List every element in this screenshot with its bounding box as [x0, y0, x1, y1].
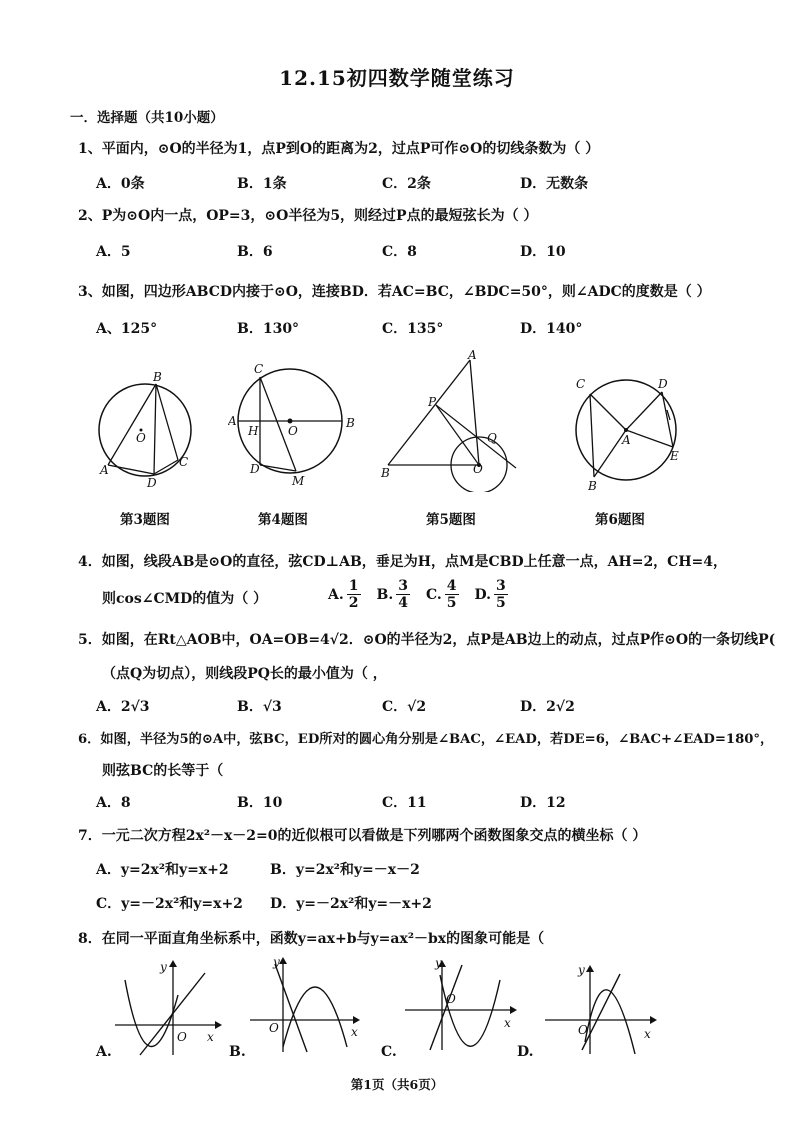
fraction-denominator: 5	[446, 595, 457, 611]
q4-option-label: D.	[474, 586, 492, 603]
question-5-stem-line2: （点Q为切点），则线段PQ长的最小值为（ ，	[102, 666, 387, 682]
q4-option-d	[475, 578, 508, 611]
q8b-y-label: y	[273, 955, 280, 969]
fraction-denominator: 2	[348, 595, 359, 611]
q6-option-b: B．10	[237, 795, 283, 811]
q8-graph-c	[400, 955, 520, 1060]
q3-option-a: A、125°	[96, 321, 158, 337]
fig4-label-c: C	[254, 362, 264, 376]
q8b-origin-label: O	[269, 1021, 279, 1035]
q8-graph-d	[540, 962, 660, 1060]
fig5-label-q: Q	[487, 431, 497, 445]
q8d-x-label: x	[644, 1027, 651, 1041]
fraction-denominator: 5	[496, 595, 506, 611]
q7-option-c: C．y=－2x²和y=x+2	[96, 896, 243, 912]
q5-option-a: A．2√3	[96, 699, 150, 715]
q4-option-label: A.	[328, 586, 344, 603]
q8-option-d: D.	[517, 1044, 534, 1060]
caption-fig5: 第5题图	[426, 512, 476, 528]
fig3-label-a: A	[100, 463, 109, 477]
q2-option-a: A．5	[96, 244, 131, 260]
q7-option-a: A．y=2x²和y=x+2	[96, 862, 229, 878]
q8c-x-label: x	[504, 1016, 511, 1030]
fig6-label-b: B	[588, 479, 597, 493]
question-6-stem-line2: 则弦BC的长等于（	[102, 763, 224, 779]
fig4-label-m: M	[292, 474, 305, 488]
q3-option-c: C．135°	[382, 321, 444, 337]
q5-option-c: C．√2	[382, 699, 427, 715]
q8-graph-b	[245, 952, 365, 1060]
caption-fig3: 第3题图	[120, 512, 170, 528]
q2-option-d: D．10	[520, 244, 566, 260]
q4-option-b	[377, 578, 410, 611]
fig6-label-c: C	[576, 377, 586, 391]
q8b-x-label: x	[351, 1025, 358, 1039]
fraction-numerator: 4	[446, 578, 457, 594]
figure-6	[566, 370, 696, 495]
caption-fig4: 第4题图	[258, 512, 308, 528]
q3-option-d: D．140°	[520, 321, 583, 337]
fig4-label-h: H	[248, 424, 259, 438]
q6-option-c: C．11	[382, 795, 427, 811]
question-8-stem: 8．在同一平面直角坐标系中，函数y=ax+b与y=ax²－bx的图象可能是（	[78, 931, 545, 947]
figure-5	[376, 350, 524, 492]
fig6-label-a: A	[622, 433, 631, 447]
fig4-label-b: B	[346, 416, 355, 430]
q4-option-label: C.	[425, 586, 442, 603]
q4-option-a	[328, 578, 361, 611]
fig4-label-o: O	[288, 424, 298, 438]
q4-option-fraction	[494, 578, 508, 611]
q8-option-a: A.	[96, 1044, 112, 1060]
q4-option-fraction	[445, 578, 459, 611]
fig6-label-d: D	[658, 377, 668, 391]
fraction-numerator: 3	[398, 578, 408, 594]
fraction-denominator: 4	[398, 595, 408, 611]
q8c-y-label: y	[435, 956, 442, 970]
q4-option-fraction	[347, 578, 361, 611]
question-6-stem-line1: 6．如图，半径为5的⊙A中，弦BC，ED所对的圆心角分别是∠BAC，∠EAD，若DE=6，∠BAC+∠EAD=180°，	[78, 732, 774, 747]
section-heading: 一．选择题（共10小题）	[70, 110, 224, 126]
q4-option-label: B.	[376, 586, 394, 603]
q7-option-d: D．y=－2x²和y=－x+2	[270, 896, 432, 912]
q8d-origin-label: O	[578, 1023, 588, 1037]
fig5-label-b: B	[381, 466, 390, 480]
q5-option-d: D．2√2	[520, 699, 575, 715]
q3-option-b: B．130°	[237, 321, 300, 337]
q8-option-c: C.	[381, 1044, 397, 1060]
q4-option-fraction	[396, 578, 410, 611]
fig5-label-a: A	[468, 350, 477, 362]
figure-3	[90, 368, 205, 493]
fraction-numerator: 1	[348, 578, 359, 594]
q8-graph-a	[110, 955, 225, 1063]
q5-option-b: B．√3	[237, 699, 282, 715]
fig4-label-d: D	[250, 462, 260, 476]
q1-option-b: B．1条	[237, 176, 287, 192]
fig3-label-d: D	[147, 476, 157, 490]
fig4-label-a: A	[228, 414, 237, 428]
q8a-x-label: x	[207, 1030, 214, 1044]
page-title: 12.15初四数学随堂练习	[279, 66, 515, 90]
question-5-stem-line1: 5．如图，在Rt△AOB中，OA=OB=4√2．⊙O的半径为2，点P是AB边上的动点，过点P作⊙O的一条切线P(	[78, 632, 776, 648]
fig3-label-o: O	[136, 431, 146, 445]
q4-options	[328, 578, 520, 611]
fig5-label-o: O	[473, 462, 483, 476]
question-4-stem-line2: 则cos∠CMD的值为（ ）	[102, 591, 268, 607]
q8-option-b: B.	[229, 1044, 246, 1060]
figure-4	[228, 355, 363, 493]
question-3-stem: 3、如图，四边形ABCD内接于⊙O，连接BD．若AC=BC，∠BDC=50°，则∠ADC的度数是（ ）	[78, 284, 711, 300]
fig5-label-p: P	[428, 395, 437, 409]
q6-option-a: A．8	[96, 795, 131, 811]
page-footer: 第1页（共6页）	[350, 1077, 444, 1092]
question-1-stem: 1、平面内，⊙O的半径为1，点P到O的距离为2，过点P可作⊙O的切线条数为（ ）	[78, 141, 600, 157]
fig6-label-e: E	[670, 449, 679, 463]
fraction-numerator: 3	[496, 578, 506, 594]
caption-fig6: 第6题图	[595, 512, 645, 528]
fig3-label-b: B	[153, 370, 162, 384]
question-4-stem-line1: 4．如图，线段AB是⊙O的直径，弦CD⊥AB，垂足为H，点M是CBD上任意一点，AH=2，CH=4，	[78, 554, 728, 570]
q7-option-b: B．y=2x²和y=－x－2	[270, 862, 420, 878]
q6-option-d: D．12	[520, 795, 566, 811]
fig3-label-c: C	[179, 455, 189, 469]
q2-option-c: C．8	[382, 244, 417, 260]
q8c-origin-label: O	[446, 992, 456, 1006]
q4-option-c	[426, 578, 459, 611]
q2-option-b: B．6	[237, 244, 273, 260]
q8d-y-label: y	[578, 963, 585, 977]
q8a-origin-label: O	[177, 1030, 187, 1044]
q1-option-a: A．0条	[96, 176, 145, 192]
question-7-stem: 7．一元二次方程2x²－x－2=0的近似根可以看做是下列哪两个函数图象交点的横坐标（ ）	[78, 828, 647, 844]
q1-option-d: D．无数条	[520, 176, 589, 192]
q1-option-c: C．2条	[382, 176, 431, 192]
question-2-stem: 2、P为⊙O内一点，OP=3，⊙O半径为5，则经过P点的最短弦长为（ ）	[78, 208, 538, 224]
q8a-y-label: y	[160, 960, 167, 974]
